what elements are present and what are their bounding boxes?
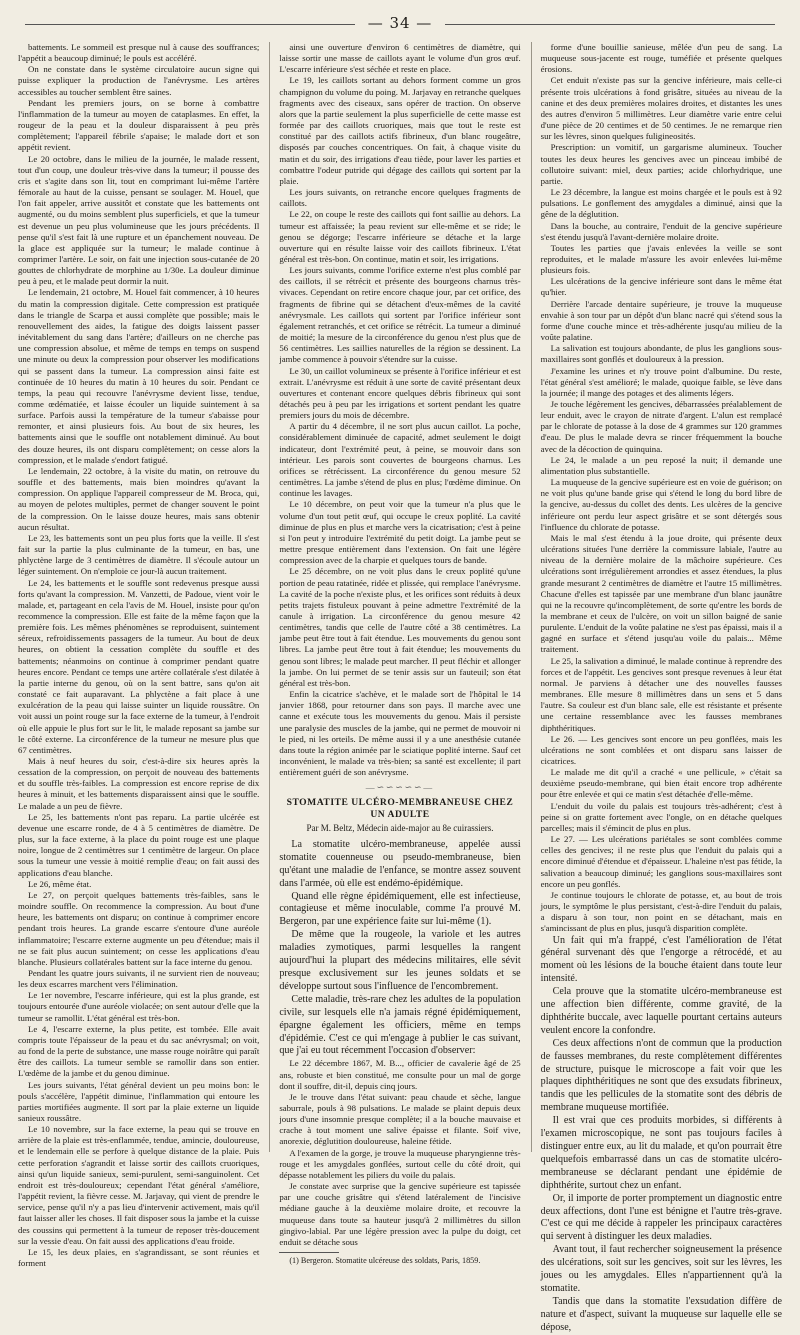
paragraph: Pendant les premiers jours, on se borne à combattre l'inflammation de la tumeur au moyen de cataplasmes. En effet, la rougeur de la peau et la douleur disparaissent à peu près complètement; l'appareil fébrile s'apaise; le malade dort et son appétit revient. xyxy=(18,97,260,153)
paragraph: La salivation est toujours abondante, de plus les ganglions sous-maxillaires sont gonflés et douloureux à la pression. xyxy=(540,343,782,365)
case-report-continuation xyxy=(541,42,782,935)
paragraph: On ne constate dans le système circulatoire aucun signe qui puisse expliquer la production de l'anévrysme. Les artères accessibles au toucher semblent être saines. xyxy=(18,64,260,97)
paragraph: Le 1er novembre, l'escarre inférieure, qui est la plus grande, est toujours entourée d'une auréole violacée; on sent autour d'elle que la tumeur se ramollit. L'état général est très-bon. xyxy=(18,990,260,1023)
case-report xyxy=(279,1058,520,1248)
paragraph: Enfin la cicatrice s'achève, et le malade sort de l'hôpital le 14 janvier 1868, pour retourner dans son pays. Il marche avec une canne et exécute tous les mouvements du genou. Mais il persiste une paralysie des muscles de la jambe, qui ne permet de mouvoir ni le pied, ni les orteils. De même aussi il y a une anesthésie cutanée dans toute la région animée par le sciatique poplité interne. Sauf cet inconvénient, le malade va très-bien; sa santé est excellente; il part entièrement guéri de son anévrysme. xyxy=(279,689,521,778)
paragraph: Le lendemain, 22 octobre, à la visite du matin, on retrouve du souffle et des battements, mais bien moindres qu'avant la compression. On applique l'appareil compresseur de M. Broca, qui, au moyen de pelotes multiples, permet de changer souvent le point de la compression. On le laisse douze heures, mais sans obtenir aucun résultat. xyxy=(18,465,260,532)
paragraph: Le 23 décembre, la langue est moins chargée et le pouls est à 92 pulsations. Le gonflement des amygdales a diminué, ainsi que la gêne de la déglutition. xyxy=(540,187,782,220)
paragraph: Le 26. — Les gencives sont encore un peu gonflées, mais les ulcérations ne sont comblées et ont disparu sans laisser de cicatrices. xyxy=(540,733,782,766)
article-discussion xyxy=(541,935,782,1335)
paragraph: Il est vrai que ces produits morbides, si différents à l'examen microscopique, ne sont pas toujours faciles à distinguer entre eux, au lit du malade, et qu'on pourrait être quelquefois embarrassé dans un cas de stomatite ulcéro-membraneuse se déclarant pendant une épidémie de diphthérite, surtout chez un enfant. xyxy=(540,1115,782,1191)
paragraph: Le 20 octobre, dans le milieu de la journée, le malade ressent, tout d'un coup, une douleur très-vive dans la tumeur; il pousse des cris et s'agite dans son lit, tout en comprimant lui-même l'artère fémorale au haut de la cuisse, pensant se soulager. M. Houel, que l'on fait appeler, arrive aussitôt et constate que les battements ont augmenté, ou du moins semblent plus superficiels, et que la tumeur est devenue un peu plus volumineuse que les jours précédents. Il pense qu'il s'est fait là une rupture et un épanchement nouveau. De la glace est appliquée sur la tumeur; le malade continue à comprimer l'artère. Le soir, on fait une injection sous-cutanée de 20 gouttes de chlorhydrate de morphine au 1/30e. La douleur diminue peu à peu, et le malade peut dormir la nuit. xyxy=(18,153,260,287)
paragraph: ainsi une ouverture d'environ 6 centimètres de diamètre, qui laisse sortir une masse de caillots ayant le volume d'un gros œuf. L'escarre inférieure s'est séchée et reste en place. xyxy=(279,42,521,75)
paragraph: Un fait qui m'a frappé, c'est l'amélioration de l'état général survenant dès que l'engorge a rétrocédé, et au moment où les lésions de la bouche étaient dans toute leur intensité. xyxy=(540,934,782,985)
paragraph: La muqueuse de la gencive supérieure est en voie de guérison; on ne voit plus qu'une bande grise qui s'étend le long du bord libre de la gencive, au-dessus du collet des dents. Les ulcères de la gencive inférieure ont perdu leur aspect grisâtre et se sont détergés sous l'influence du chlorate de potasse. xyxy=(540,477,782,532)
paragraph: Le 24, le malade a un peu reposé la nuit; il demande une alimentation plus substantielle. xyxy=(540,454,782,476)
paragraph: forme d'une bouillie sanieuse, mêlée d'un peu de sang. La muqueuse sous-jacente est rouge, tuméfiée et présente quelques érosions. xyxy=(540,42,782,75)
aneurysm-case-continuation xyxy=(279,42,520,778)
paragraph: Le 27. — Les ulcérations pariétales se sont comblées comme celles des gencives; il ne reste plus que l'enduit du palais qui a encore diminué d'étendue et d'épaisseur. L'haleine n'est pas fétide, la salivation a beaucoup diminué; les ganglions sous-maxillaires sont encore un peu gonflés. xyxy=(540,834,782,889)
paragraph: La stomatite ulcéro-membraneuse, appelée aussi stomatite couenneuse ou pseudo-membraneuse, bien qu'étant une maladie de l'enfance, se montre assez souvent dans l'armée, où elle est endémo-épidémique. xyxy=(279,838,521,889)
article-introduction xyxy=(279,839,520,1058)
footnote: (1) Bergeron. Stomatite ulcéreuse des soldats, Paris, 1859. xyxy=(289,1256,481,1265)
page-columns xyxy=(18,42,782,1333)
paragraph: Quand elle règne épidémiquement, elle est infectieuse, contagieuse et même inoculable, comme l'a prouvé M. Bergeron, par une expérience faite sur lui-même (1). xyxy=(279,890,521,928)
paragraph: Le malade me dit qu'il a craché « une pellicule, » c'était sa deuxième pseudo-membrane, qui bien était encore trop adhérente pour être enlevée et qui ce matin s'est détachée d'elle-même. xyxy=(540,767,782,800)
paragraph: Cet enduit n'existe pas sur la gencive inférieure, mais celle-ci présente trois ulcérations à fond grisâtre, situées au niveau de la canine et des deux premières molaires droites, et distantes les unes des autres d'environ 5 millimètres. Leur diamètre varie entre celui d'une pièce de 20 centimes et de 50 centimes. Je ne remarque rien sur les lèvres, sinon quelques fuligineosités. xyxy=(540,75,782,142)
paragraph: Les jours suivants, l'état général devient un peu moins bon: le pouls s'accélère, l'appétit diminue, l'inflammation qui entoure les parties mortifiées augmente. Il sort par la plaie externe un liquide sanieux roussâtre. xyxy=(18,1079,260,1123)
paragraph: battements. Le sommeil est presque nul à cause des souffrances; l'appétit a beaucoup diminué; le pouls est accéléré. xyxy=(18,42,260,64)
section-divider: —∽∽∽∽∽— xyxy=(365,782,435,793)
paragraph: Le 25, la salivation a diminué, le malade continue à reprendre des forces et de l'appétit. Les gencives sont presque revenues à leur état normal. Je parviens à détacher une des nouvelles fausses membranes. Elle mesure 8 millimètres dans un sens et 5 dans l'autre. Sa couleur est d'un blanc sale, elle est résistante et présente une certaine ressemblance avec les fausses membranes diphthéritiques. xyxy=(540,655,782,733)
paragraph: Le 30, un caillot volumineux se présente à l'orifice inférieur et est extrait. L'anévrysme est réduit à une sorte de cavité présentant deux ouvertures et contenant encore quelques débris fibrineux qui sont détachés peu à peu par les irrigations et sortent pendant les quatre premiers jours du mois de décembre. xyxy=(279,365,521,421)
paragraph: Mais à neuf heures du soir, c'est-à-dire six heures après la cessation de la compression, on perçoit de nouveau des battements et du souffle très-faibles. La compression est encore reprise de dix heures à minuit, et les battements disparaissent ainsi que le souffle. Le malade a un peu de fièvre. xyxy=(18,756,260,811)
column-left xyxy=(18,42,260,1269)
footnote-rule xyxy=(279,1252,339,1253)
paragraph: Les jours suivants, on retranche encore quelques fragments de caillots. xyxy=(279,187,521,209)
paragraph: Cette maladie, très-rare chez les adultes de la population civile, sur lesquels elle n'a jamais régné épidémiquement, épargne également les officiers, même en temps d'épidémie. C'est ce qui m'engage à publier le cas suivant, que j'ai eu tout récemment l'occasion d'observer: xyxy=(279,993,521,1057)
paragraph: Le 24, les battements et le souffle sont redevenus presque aussi forts qu'avant la compression. M. Vanzetti, de Padoue, vient voir le malade, et, partageant en cela l'avis de M. Houel, insiste pour qu'on recommence la compression. Elle est faite de la même façon que la première fois. Les mêmes phénomènes se reproduisent, suintement séreux, refroidissements passagers de la tumeur. Au bout de deux heures, on obtient la cessation complète du souffle et des battements; néanmoins on continue à comprimer pendant quatre heures encore. Pendant ce temps une artère collatérale s'est dilatée à la partie interne du genou, où on la sent battre, sans qu'on ait constaté ce fait auparavant. La phlyctène a fait place à une exulcération de la peau qui laisse suinter un liquide roussâtre. On voit aussi un point rouge sur la face externe de la tumeur, à l'endroit où elle appuie le plus fort sur le lit, le malade reposant sa jambe sur le côté externe. La circonférence de la tumeur ne mesure plus que 67 centimètres. xyxy=(18,577,260,755)
paragraph: Tandis que dans la stomatite l'exsudation diffère de nature et d'aspect, suivant la muqueuse sur laquelle elle se dépose, xyxy=(540,1295,782,1333)
article-byline: Par M. Beltz, Médecin aide-major au 8e cuirassiers. xyxy=(306,822,494,833)
paragraph: Pendant les quatre jours suivants, il ne survient rien de nouveau; les deux escarres marchent vers l'élimination. xyxy=(18,967,260,990)
paragraph: Prescription: un vomitif, un gargarisme alumineux. Toucher toutes les deux heures les gencives avec un pinceau imbibé de collutoire suivant: miel, deux parties; acide chlorhydrique, une partie. xyxy=(540,142,782,186)
paragraph: Le 19, les caillots sortant au dehors forment comme un gros champignon du volume du poing. M. Jarjavay en retranche quelques fragments avec des ciseaux, sans opérer de traction. On observe alors que la partie seulement la plus superficielle de cette masse est formée par des caillots cruoriques, mais que tout le reste est constitué par des caillots actifs fibrineux, d'un blanc rougeâtre, disposés par couches concentriques. On fait, à chaque visite du matin et du soir, des irrigations d'eau tiède, pour laver les parties et combattre l'odeur putride qui dégage des caillots qui sortent par la plaie. xyxy=(279,75,521,186)
page-number: — 34 — xyxy=(0,14,800,32)
column-right xyxy=(531,42,782,1333)
paragraph: Le 23, les battements sont un peu plus forts que la veille. Il s'est fait sur la partie la plus culminante de la tumeur, en bas, une phlyctène large de 3 centimètres de diamètre. Il s'écoule autour un léger suintement. On n'emploie ce jour-là aucun traitement. xyxy=(18,532,260,577)
paragraph: Le lendemain, 21 octobre, M. Houel fait commencer, à 10 heures du matin la compression digitale. Cette compression est pratiquée dans le triangle de Scarpa et aussi complète que possible; mais le renouvellement des aides, la fatigue des doigts laissent passer inévitablement du sang dans l'artère; d'ailleurs on ne cherche pas une compression absolue, et même de temps en temps on suspend une minute ou deux la compression pour observer les modifications qui se passent dans la tumeur. La compression ainsi faite est continuée de 10 heures du matin à 10 heures du soir. Pendant ce temps, la peau qui recouvre l'anévrysme devient lisse, tendue, comme œdématiée, et laisse écouler un liquide suintement à sa surface. Parfois aussi la température de la tumeur s'abaisse pour remonter, et ainsi plusieurs fois. Au bout de six heures, les battements ainsi que le souffle ont notablement diminué. Au bout des douze heures, ils ont disparu complètement; on cesse alors la compression, et le malade s'endort fatigué. xyxy=(18,287,260,465)
paragraph: Les ulcérations de la gencive inférieure sont dans le même état qu'hier. xyxy=(540,276,782,298)
paragraph: Le 10 décembre, on peut voir que la tumeur n'a plus que le volume d'un tout petit œuf, qui occupe le creux poplité. La cavité diminue de plus en plus et marche vers la cicatrisation; c'est à peine si l'on peut y introduire l'extrémité du petit doigt. La jambe peut se mettre presque entièrement dans l'extension. On fait une légère compression avec de la charpie et quelques tours de bande. xyxy=(279,499,521,566)
paragraph: Or, il importe de porter promptement un diagnostic entre deux affections, dont l'une est bénigne et l'autre très-grave. C'est ce qui me décide à rappeler les principaux caractères qui servent à distinguer les deux maladies. xyxy=(540,1192,782,1243)
paragraph: Le 15, les deux plaies, en s'agrandissant, se sont réunies et forment xyxy=(18,1246,260,1269)
paragraph: Je continue toujours le chlorate de potasse, et, au bout de trois jours, le symptôme le plus persistant, c'est-à-dire l'enduit du palais, a disparu à son tour, non point en se détachant, mais en s'amincissant de plus en plus, jusqu'à disparition complète. xyxy=(540,889,782,934)
paragraph: Toutes les parties que j'avais enlevées la veille se sont reproduites, et le malade m'assure les avoir enlevées lui-même plusieurs fois. xyxy=(540,242,782,276)
paragraph: De même que la rougeole, la variole et les autres maladies zymotiques, parmi lesquelles la rangent aujourd'hui la plupart des médecins militaires, elle sévit presque exclusivement sur les jeunes soldats et se développe surtout sous l'influence de l'encombrement. xyxy=(279,929,521,992)
paragraph: Derrière l'arcade dentaire supérieure, je trouve la muqueuse envahie à son tour par un dépôt d'un blanc nacré qui s'étend sous la forme d'une couche mince et très-adhérente jusqu'au milieu de la voûte palatine. xyxy=(540,298,782,343)
article-title: STOMATITE ULCÉRO-MEMBRANEUSE CHEZ UN ADULTE xyxy=(286,797,514,820)
paragraph: Le 4, l'escarre externe, la plus petite, est tombée. Elle avait compris toute l'épaisseur de la peau et du sac anévrysmal; on voit, au fond de la perte de substance, une masse rouge noirâtre qui paraît être des caillots. La tumeur semble se ramollir dans son entier. L'œdème de la jambe et du genou diminue. xyxy=(18,1023,260,1079)
paragraph: Cela prouve que la stomatite ulcéro-membraneuse est une affection bien différente, comme gravité, de la diphthérite buccale, avec laquelle pourtant certains auteurs veulent encore la confondre. xyxy=(540,986,782,1036)
paragraph: Le 26, même état. xyxy=(28,878,92,889)
paragraph: Je le trouve dans l'état suivant: peau chaude et sèche, langue saburrale, pouls à 98 pulsations. Le malade se plaint depuis deux jours d'une insomnie presque complète; il a la bouche mauvaise et crache à tout moment une salive épaisse et filante. Soif vive, anorexie, déglutition douloureuse, haleine fétide. xyxy=(279,1091,521,1147)
paragraph: Le 27, on perçoit quelques battements très-faibles, sans le moindre souffle. On recommence la compression. Au bout d'une heure, les battements ont disparu; on continue à comprimer encore pendant trois heures. La grande escarre s'entoure d'une auréole inflammatoire; l'escarre externe augmente un peu d'étendue; mais il ne se fait plus aucun suintement; on cesse les applications d'eau blanche. Plusieurs collatérales battent sur la face interne du genou. xyxy=(18,889,260,967)
paragraph: Le 10 novembre, sur la face externe, la peau qui se trouve en arrière de la plaie est très-enflammée, tendue, amincie, douloureuse, et le lendemain elle se perfore à quelque distance de la plaie. Puis cette perforation s'agrandit et laisse sortir des caillots cruoriques, ainsi qu'un liquide sanieux, semi-purulent, semi-sanguinolent. Cet endroit est très-douloureux; cependant l'état général s'améliore, l'appétit revient, la fièvre cesse. M. Jarjavay, qui vient de prendre le service, pense qu'il n'y a pas lieu d'intervenir activement, mais qu'il faut laisser aller les choses. Il fait disposer sous la jambe et la cuisse des coussins qui permettent à la tumeur de reposer très-doucement sur la vessie d'eau. On fait aussi des applications d'eau froide. xyxy=(18,1124,260,1246)
paragraph: Avant tout, il faut rechercher soigneusement la présence des ulcérations, soit sur les gencives, soit sur les lèvres, les joues ou les amygdales. Elles n'appartiennent qu'à la stomatite. xyxy=(540,1244,782,1294)
paragraph: Je constate avec surprise que la gencive supérieure est tapissée par une couche grisâtre qui s'étend latéralement de l'incisive médiane gauche à la deuxième molaire droite, et recouvre la muqueuse dans toute sa hauteur jusqu'à 2 millimètres du sillon gingivo-labial. Par une légère pression avec la pulpe du doigt, cet enduit se détache sous xyxy=(279,1181,521,1247)
column-middle xyxy=(269,42,521,1265)
paragraph: Les jours suivants, comme l'orifice externe n'est plus comblé par des caillots, il se rétrécit et présente des bourgeons charnus très-vivaces. Cependant on retire encore chaque jour, par cet orifice, des fragments de fibrine qui se détachent d'eux-mêmes de la cavité anévrysmale. Les caillots qui sortent par l'orifice inférieur sont également retranchés, et cet orifice se rétrécit. La tumeur a diminué de moitié; la mesure de la circonférence du genou n'est plus que de 56 centimètres. Les saillies naturelles de la région se dessinent. La jambe commence à pouvoir s'étendre sur la cuisse. xyxy=(279,265,521,365)
paragraph: Mais le mal s'est étendu à la joue droite, qui présente deux ulcérations situées l'une derrière la commissure labiale, l'autre au niveau de la dernière molaire de la mâchoire supérieure. Ces ulcérations sont irrégulièrement arrondies et assez étendues, la plus grande mesurant 2 centimètres de diamètre et l'autre 15 millimètres. Chacune d'elles est tapissée par une membrane d'un blanc jaunâtre qui ne la recouvre qu'incomplètement, de sorte qu'entre les bords de la membrane et ceux de l'ulcère, on voit un sillon baigné de sanie purulente. L'enduit de la voûte palatine ne s'est pas épaissi, mais il a gagné en surface et s'étend jusqu'au voile du palais... Même traitement. xyxy=(540,532,782,655)
paragraph: Dans la bouche, au contraire, l'enduit de la gencive supérieure s'est étendu jusqu'à l'avant-dernière molaire droite. xyxy=(540,220,782,242)
paragraph: A l'examen de la gorge, je trouve la muqueuse pharyngienne très-rouge et les amygdales gonflées, surtout celle du côté droit, qui dépasse notablement les piliers du voile du palais. xyxy=(279,1147,521,1180)
paragraph: Le 25 décembre, on ne voit plus dans le creux poplité qu'une portion de peau ratatinée, ridée et plissée, qui remplace l'anévrysme. La cavité de la poche n'existe plus, et les orifices sont réduits à deux petits trajets fistuleux pouvant à peine admettre l'extrémité de la canule à irrigation. La circonférence du genou mesure 42 centimètres, tandis que celle de l'autre côté a 38 centimètres. La jambe peut être tout à fait étendue. Les mouvements du genou sont libres. La jambe peut être tout à fait étendue; les mouvements du genou sont libres; le malade peut marcher. Il peut fléchir et allonger la jambe. On lui permet de se tenir assis sur un fauteuil; son état général est très-bon. xyxy=(279,566,521,688)
paragraph: L'enduit du voile du palais est toujours très-adhérent; c'est à peine si on gratte fortement avec l'ongle, on en détache quelques parcelles; mais il s'émincit de plus en plus. xyxy=(540,800,782,833)
paragraph: Le 22, on coupe le reste des caillots qui font saillie au dehors. La tumeur est affaissée; la peau revient sur elle-même et se ride; le genou se dégorge; l'escarre inférieure se détache et la large ouverture qui en résulte laisse voir des caillots fibrineux. L'état général est très-bon. On continue, matin et soir, les irrigations. xyxy=(279,209,521,264)
paragraph: J'examine les urines et n'y trouve point d'albumine. Du reste, l'état général s'est amélioré; le malade, quoique faible, se lève dans la journée; il mange des potages et des aliments légers. xyxy=(540,365,782,398)
paragraph: Je touche légèrement les gencives, débarrassées préalablement de leur enduit, avec le crayon de nitrate d'argent. L'alun est remplacé par le chlorate de potasse à la dose de 4 grammes sur 120 grammes d'eau. De plus le malade devra se rincer fréquemment la bouche avec de la décoction de quinquina. xyxy=(540,399,782,454)
paragraph: A partir du 4 décembre, il ne sort plus aucun caillot. La poche, considérablement diminuée de capacité, admet seulement le doigt indicateur, dont l'extrémité peut, à peine, se mouvoir dans son intérieur. Les parois sont couvertes de bourgeons charnus. Les orifices se rétrécissent. La circonférence du genou mesure 52 centimètres. La jambe s'étend de plus en plus; l'œdème diminue. On continue les lavages. xyxy=(279,421,521,499)
paragraph: Le 25, les battements n'ont pas reparu. La partie ulcérée est devenue une escarre ronde, de 4 à 5 centimètres de diamètre. De plus, sur la face externe, à la place du point rouge est une plaque noire, longue de 2 centimètres sur 1 centimètre de largeur. On place sous la tumeur une vessie à moitié remplie d'eau; on fait aussi des applications d'eau blanche. xyxy=(18,811,260,878)
paragraph: Le 22 décembre 1867, M. B..., officier de cavalerie âgé de 25 ans, robuste et bien constitué, me consulte pour un mal de gorge dont il souffre, dit-il, depuis cinq jours. xyxy=(279,1058,521,1091)
paragraph: Ces deux affections n'ont de commun que la production de fausses membranes, du reste complètement différentes de structure, puisque le microscope a fait voir que les plaques diphthéritiques ne sont que des exsudats fibrineux, tandis que les pellicules de la stomatite sont des débris de membrane muqueuse mortifiée. xyxy=(540,1037,782,1114)
